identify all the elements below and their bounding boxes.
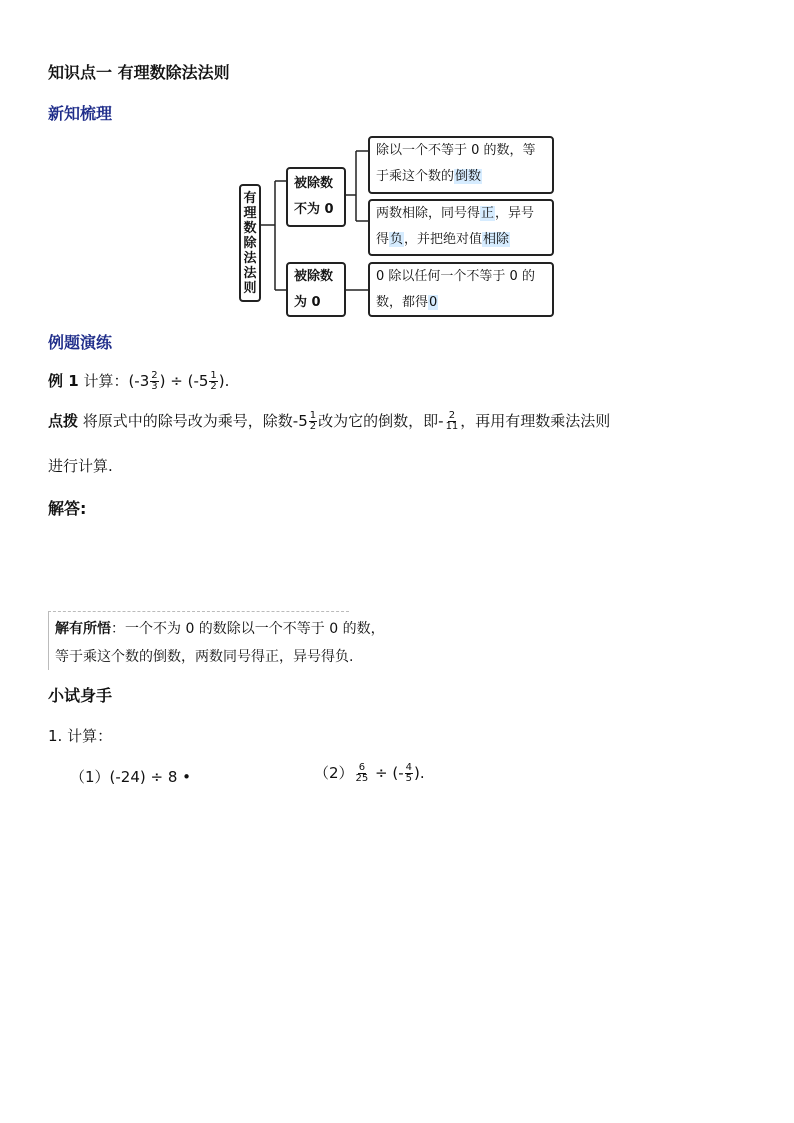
root-char: 法 bbox=[243, 250, 257, 266]
diagram-root bbox=[239, 184, 261, 302]
root-char: 理 bbox=[243, 205, 257, 221]
rule-divide-nonzero bbox=[368, 136, 554, 194]
heading: 知识点一 有理数除法法则 bbox=[48, 63, 230, 82]
section-examples: 例题演练 bbox=[48, 333, 113, 352]
fraction: $\frac{2}{11}$ bbox=[445, 410, 459, 432]
fraction: $\frac{6}{25}$ bbox=[355, 762, 369, 784]
node-divisor-nonzero bbox=[286, 167, 346, 227]
insight-note bbox=[48, 611, 385, 670]
rule-sign bbox=[368, 199, 554, 256]
highlight-divide: 相除 bbox=[483, 232, 510, 247]
node-dividend-zero bbox=[286, 262, 346, 317]
rule2-line2: 得负，并把绝对值相除 bbox=[376, 232, 510, 247]
exercise-part-2: （2） $\frac{6}{25}$ ÷ (- $\frac{4}{5}$ ). bbox=[314, 762, 425, 784]
rule1-line2: 于乘这个数的倒数 bbox=[376, 169, 482, 184]
highlight-negative: 负 bbox=[390, 232, 404, 247]
node-b-line1: 被除数 bbox=[294, 269, 334, 284]
answer-label: 解答: bbox=[48, 499, 87, 518]
example-1: 例 1 计算：(-3 $\frac{2}{3}$ ) ÷ (-5 $\frac{1}{2}$ ). bbox=[48, 370, 230, 392]
rule3-line2: 数，都得0 bbox=[376, 295, 438, 310]
highlight-reciprocal: 倒数 bbox=[455, 169, 482, 184]
hint-label: 点拨 bbox=[48, 412, 79, 430]
fraction: $\frac{4}{5}$ bbox=[405, 762, 413, 784]
node-b-line2: 为 0 bbox=[294, 295, 321, 310]
root-char: 除 bbox=[243, 235, 257, 251]
root-char: 则 bbox=[243, 280, 257, 296]
fraction: $\frac{2}{3}$ bbox=[151, 370, 158, 392]
highlight-zero: 0 bbox=[429, 295, 438, 310]
fraction: $\frac{1}{2}$ bbox=[309, 410, 317, 432]
section-new-knowledge: 新知梳理 bbox=[48, 104, 113, 123]
highlight-positive: 正 bbox=[481, 206, 495, 221]
root-char: 法 bbox=[243, 265, 257, 281]
rule2-line1: 两数相除，同号得正，异号 bbox=[376, 206, 535, 221]
hint: 点拨 将原式中的除号改为乘号，除数-5 $\frac{1}{2}$ 改为它的倒数，即- $\frac{2}{11}$ ，再用有理数乘法法则 bbox=[48, 410, 611, 432]
example-label: 例 1 bbox=[48, 372, 79, 390]
note-line2: 等于乘这个数的倒数，两数同号得正，异号得负. bbox=[55, 649, 354, 665]
note-line1: 解有所悟：一个不为 0 的数除以一个不等于 0 的数， bbox=[55, 621, 385, 637]
node-a-line1: 被除数 bbox=[294, 176, 334, 191]
root-char: 数 bbox=[243, 220, 257, 236]
hint-line2: 进行计算. bbox=[48, 457, 113, 475]
node-a-line2: 不为 0 bbox=[294, 202, 334, 217]
exercise-part-1: （1）(-24) ÷ 8 • bbox=[70, 768, 192, 786]
root-char: 有 bbox=[243, 190, 257, 206]
fraction: $\frac{1}{2}$ bbox=[210, 370, 217, 392]
rule3-line1: 0 除以任何一个不等于 0 的 bbox=[376, 269, 535, 284]
note-label: 解有所悟 bbox=[55, 621, 111, 637]
exercise-item: 1. 计算： bbox=[48, 727, 113, 745]
rule1-line1: 除以一个不等于 0 的数，等 bbox=[376, 143, 536, 158]
section-practice: 小试身手 bbox=[48, 686, 113, 705]
rule-zero-dividend bbox=[368, 262, 554, 317]
